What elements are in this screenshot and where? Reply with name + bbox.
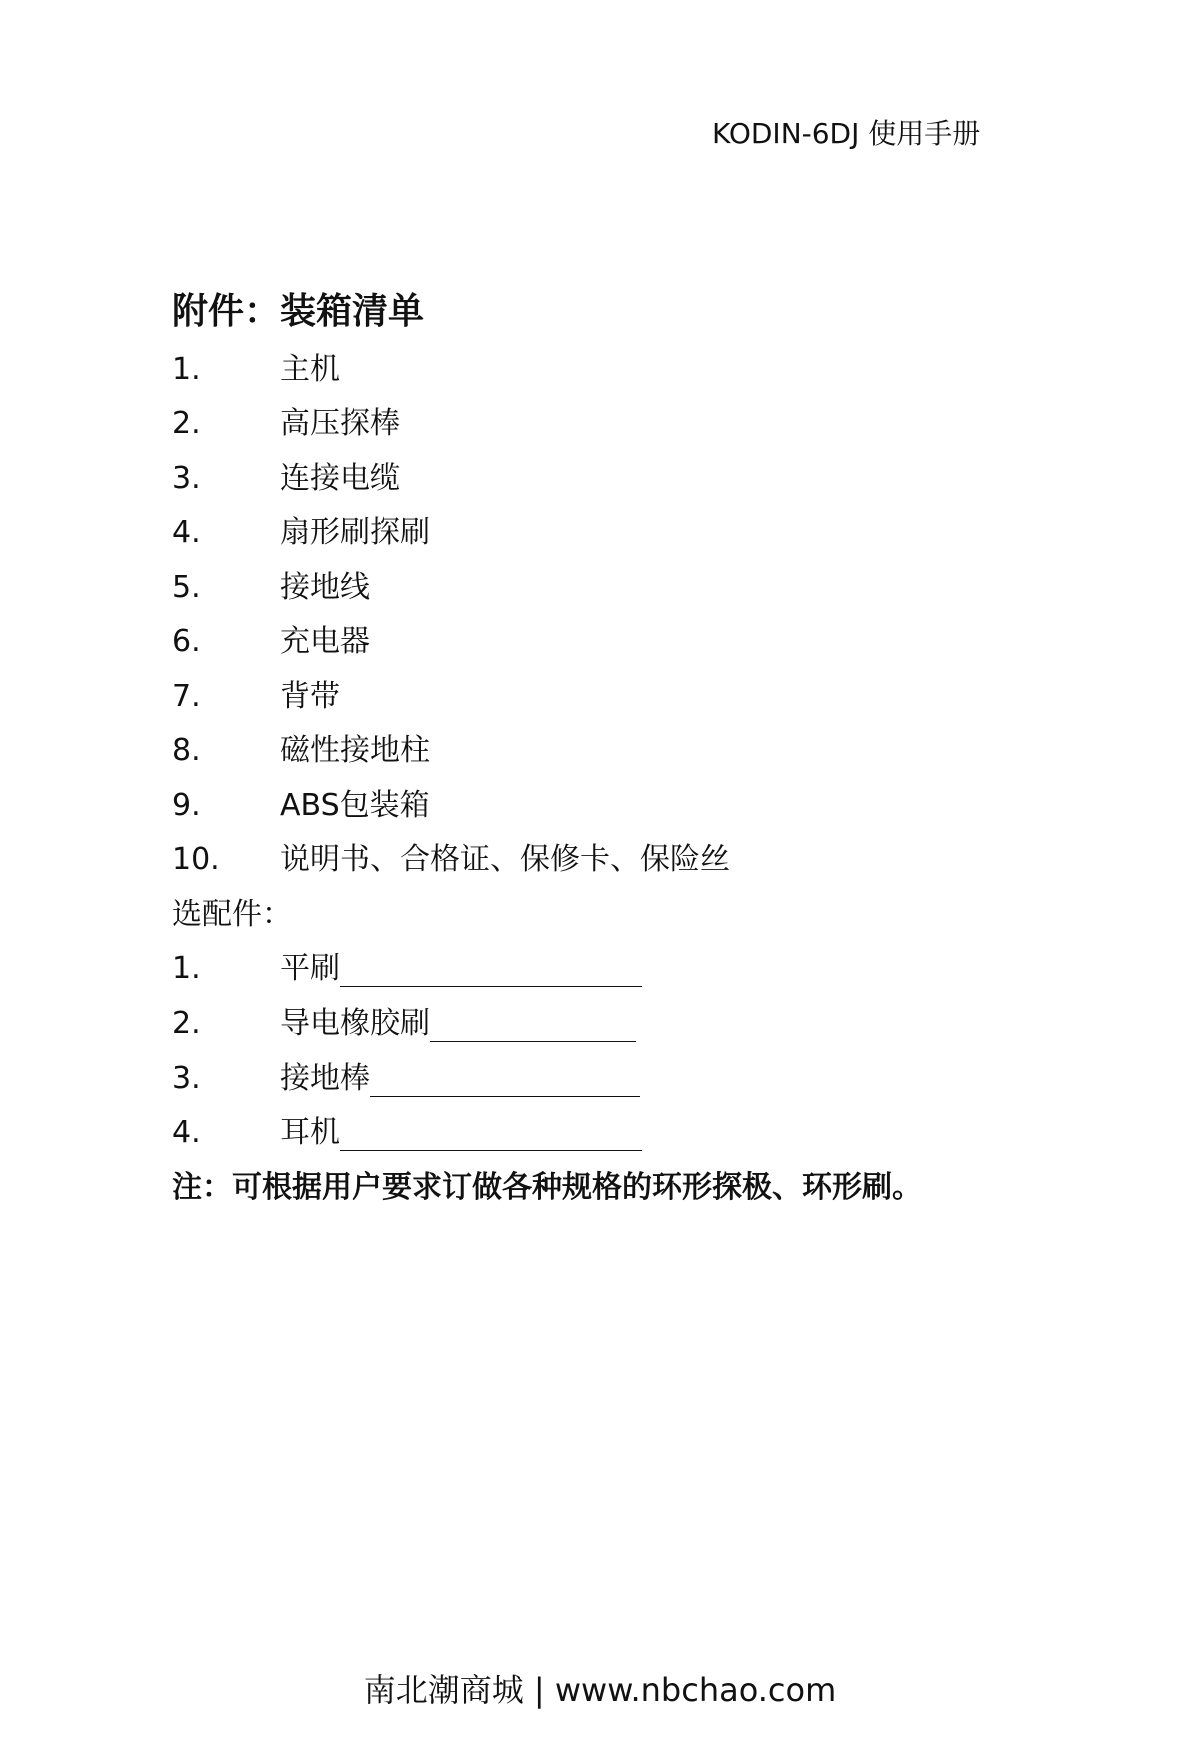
item-number: 6. bbox=[172, 624, 201, 659]
footer-text: 南北潮商城 | www.nbchao.com bbox=[363, 1671, 837, 1709]
item-number: 10. bbox=[172, 842, 220, 877]
item-number: 4. bbox=[172, 515, 201, 550]
blank-fill-line bbox=[340, 1118, 642, 1151]
item-text: 耳机 bbox=[280, 1115, 340, 1150]
item-text: 平刷 bbox=[280, 951, 340, 986]
optional-accessories-heading: 选配件： bbox=[172, 897, 292, 932]
item-text: ABS包装箱 bbox=[280, 788, 430, 823]
item-number: 1. bbox=[172, 951, 201, 986]
blank-fill-line bbox=[340, 954, 642, 987]
item-number: 2. bbox=[172, 406, 201, 441]
item-number: 4. bbox=[172, 1115, 201, 1150]
item-text: 说明书、合格证、保修卡、保险丝 bbox=[280, 842, 730, 877]
item-text: 主机 bbox=[280, 352, 340, 387]
item-text: 接地棒 bbox=[280, 1061, 370, 1096]
item-number: 8. bbox=[172, 733, 201, 768]
item-number: 9. bbox=[172, 788, 201, 823]
item-number: 3. bbox=[172, 1061, 201, 1096]
item-number: 1. bbox=[172, 352, 201, 387]
item-text: 扇形刷探刷 bbox=[280, 515, 430, 550]
item-text: 背带 bbox=[280, 679, 340, 714]
item-number: 5. bbox=[172, 570, 201, 605]
item-number: 7. bbox=[172, 679, 201, 714]
section-title: 附件：装箱清单 bbox=[172, 291, 425, 332]
item-text: 导电橡胶刷 bbox=[280, 1006, 430, 1041]
blank-fill-line bbox=[370, 1064, 640, 1097]
item-text: 高压探棒 bbox=[280, 406, 400, 441]
item-text: 连接电缆 bbox=[280, 461, 400, 496]
item-number: 2. bbox=[172, 1006, 201, 1041]
blank-fill-line bbox=[430, 1009, 636, 1042]
item-number: 3. bbox=[172, 461, 201, 496]
item-text: 磁性接地柱 bbox=[280, 733, 430, 768]
document-header: KODIN-6DJ 使用手册 bbox=[712, 117, 981, 150]
note-text: 注：可根据用户要求订做各种规格的环形探极、环形刷。 bbox=[172, 1170, 922, 1205]
item-text: 充电器 bbox=[280, 624, 370, 659]
item-text: 接地线 bbox=[280, 570, 370, 605]
